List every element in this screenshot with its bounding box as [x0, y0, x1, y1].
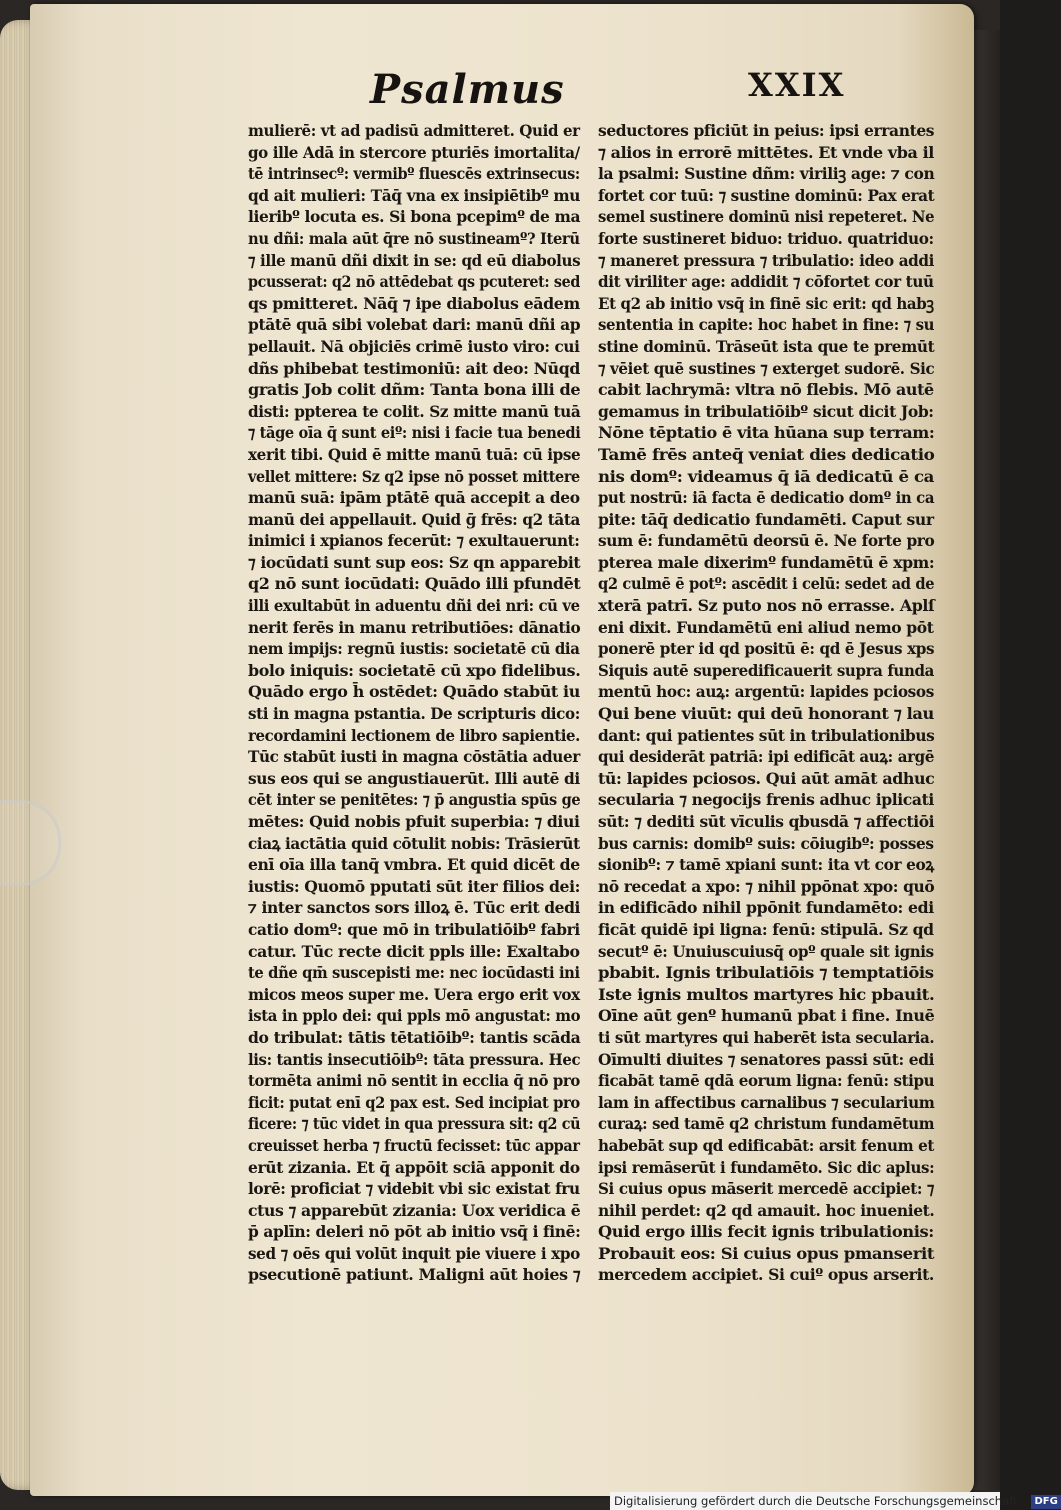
text-line: ti sūt martyres qui haberēt ista secularia.: [598, 1027, 935, 1047]
text-line: ⁊ maneret pressura ⁊ tribulatio: ideo addi: [598, 250, 935, 270]
text-line: manū dei appellauit. Quid ḡ frēs: q2 tāta: [248, 509, 580, 529]
text-line: nerit ferēs in manu retributiōes: dānatio: [248, 617, 581, 637]
text-line: Oīmulti diuites ⁊ senatores passi sūt: edi: [598, 1049, 935, 1069]
text-line: Quādo ergo h̄ ostēdet: Quādo stabūt iu: [248, 682, 580, 702]
text-line: secularia ⁊ negocijs frenis adhuc iplicati: [598, 790, 934, 810]
text-line: qd ait mulieri: Tāq̄ vna ex insipiētibº mu: [248, 185, 581, 205]
text-line: lis: tantis insecutiōibº: tāta pressura. Hec: [248, 1049, 581, 1069]
text-line: disti: ppterea te colit. Sz mitte manū tuā: [248, 401, 581, 421]
text-line: Quid ergo illis fecit ignis tribulationis:: [598, 1222, 934, 1242]
text-line: ficāt quidē ipi ligna: fenū: stipulā. Sz qd: [598, 919, 934, 939]
text-line: ficabāt tamē qdā eorum ligna: fenū: stipu: [598, 1071, 935, 1091]
text-line: Tamē frēs anteq̄ veniat dies dedicatio: [598, 444, 935, 464]
text-line: go ille Adā in stercore pturiēs imortalita/: [248, 142, 580, 162]
text-line: curaꝝ: sed tamē q2 christum fundamētum: [598, 1114, 935, 1134]
text-line: sententia in capite: hoc habet in fine: ⁊ su: [598, 315, 935, 335]
text-line: ⁊ iocūdati sunt sup eos: Sz qn apparebit: [248, 552, 581, 572]
text-line: sionibº: ⁊ tamē xpiani sunt: ita vt cor eoꝝ: [598, 855, 934, 875]
text-line: pellauit. Nā objiciēs crimē iusto viro: cui: [248, 336, 580, 356]
text-line: do tribulat: tātis tētatiōibº: tantis scāda: [248, 1027, 581, 1047]
text-line: tormēta animi nō sentit in ecclia q̄ nō pro: [248, 1071, 580, 1091]
text-line: ficit: putat enī q2 pax est. Sed incipiat pro: [248, 1092, 580, 1112]
text-line: bolo iniquis: societatē cū xpo fidelibus.: [248, 660, 581, 680]
text-line: qs pmitteret. Nāq̄ ⁊ ipe diabolus eādem: [248, 293, 580, 313]
text-line: nihil perdet: q2 qd amauit. hoc inueniet.: [598, 1200, 935, 1220]
text-line: ptātē quā sibi volebat dari: manū dñi ap: [248, 315, 581, 335]
text-line: Siquis autē superedificauerit supra funda: [598, 660, 934, 680]
text-line: Oīne aūt genº humanū pbat i fine. Inuē: [598, 1006, 935, 1026]
text-line: Iste ignis multos martyres hic pbauit.: [598, 984, 935, 1004]
text-line: iustis: Quomō pputati sūt iter filios dei:: [248, 876, 581, 896]
text-line: micos meos super me. Uera ergo erit vox: [248, 984, 580, 1004]
text-line: creuisset herba ⁊ fructū fecisset: tūc appar: [248, 1135, 580, 1155]
text-column-left: [248, 120, 580, 1286]
text-line: recordamini lectionem de libro sapientie.: [248, 725, 580, 745]
text-line: ⁊ tāge oīa q̄ sunt eiº: nisi i facie tua benedi: [248, 423, 581, 443]
text-line: gratis Job colit dñm: Tanta bona illi de: [248, 380, 581, 400]
text-line: ⁊ vēiet quē sustines ⁊ exterget sudorē. Sic: [598, 358, 935, 378]
text-line: nis domº: videamus q̄ iā dedicatū ē ca: [598, 466, 934, 486]
text-line: pite: tāq̄ dedicatio fundamēti. Caput sur: [598, 509, 934, 529]
text-line: ficere: ⁊ tūc videt in qua pressura sit: q2 cū: [248, 1114, 581, 1134]
text-line: ctus ⁊ apparebūt zizania: Uox veridica ē: [248, 1200, 581, 1220]
text-line: nō recedat a xpo: ⁊ nihil ppōnat xpo: quō: [598, 876, 935, 896]
digitization-credit: [610, 1492, 1058, 1510]
text-line: xerit tibi. Quid ē mitte manū tuā: cū ipse: [248, 444, 581, 464]
text-line: stine dominū. Trāseūt ista que te premūt: [598, 336, 935, 356]
text-line: illi exultabūt in aduentu dñi dei nri: cū ve: [248, 596, 580, 616]
text-line: eni dixit. Fundamētū eni aliud nemo pōt: [598, 617, 934, 637]
text-line: ciaꝝ iactātia quid cōtulit nobis: Trāsierūt: [248, 833, 580, 853]
running-head-title: Psalmus: [370, 66, 565, 113]
text-line: catio domº: que mō in tribulatiōibº fabri: [248, 919, 580, 939]
text-line: in edificādo nihil ppōnit fundamēto: edi: [598, 898, 934, 918]
text-line: ⁊ inter sanctos sors illoꝝ ē. Tūc erit dedi: [248, 898, 581, 918]
text-line: seductores pficiūt in peius: ipsi errantes: [598, 121, 935, 140]
text-line: gemamus in tribulatiōibº sicut dicit Job:: [598, 401, 934, 421]
text-line: sti in magna pstantia. De scripturis dico:: [248, 704, 580, 724]
text-column-right: [598, 120, 934, 1286]
text-line: ⁊ alios in errorē mittētes. Et vnde vba il: [598, 142, 934, 162]
text-line: te dñe qm̄ suscepisti me: nec iocūdasti ini: [248, 963, 580, 983]
right-page-edges: [970, 30, 1000, 1490]
text-line: habebāt sup qd edificabāt: arsit fenum et: [598, 1135, 935, 1155]
text-line: put nostrū: iā facta ē dedicatio domº in ca: [598, 488, 935, 508]
text-line: Probauit eos: Si cuius opus pmanserit: [598, 1243, 935, 1263]
text-line: cabit lachrymā: vltra nō flebis. Mō autē: [598, 380, 934, 400]
text-line: mentū hoc: auꝝ: argentū: lapides pciosos: [598, 682, 934, 702]
text-line: psecutionē patiunt. Maligni aūt hoies ⁊: [248, 1265, 581, 1285]
text-line: dant: qui patientes sūt in tribulationibus: [598, 725, 935, 745]
text-line: secutº ē: Unuiuscuiusq̄ opº quale sit ignis: [598, 941, 934, 961]
text-line: mētes: Quid nobis pfuit superbia: ⁊ diui: [248, 812, 580, 831]
running-head-number: XXIX: [748, 66, 846, 104]
text-line: sūt: ⁊ dediti sūt vīculis qbusdā ⁊ affectiōi: [598, 812, 935, 831]
text-line: fortet cor tuū: ⁊ sustine dominū: Pax erat: [598, 185, 935, 205]
text-line: semel sustinere dominū nisi repeteret. Ne: [598, 207, 935, 227]
text-line: lam in affectibus carnalibus ⁊ secularium: [598, 1092, 935, 1112]
text-line: nem impijs: regnū iustis: societatē cū dia: [248, 639, 580, 659]
text-line: p̄ aplīn: deleri nō pōt ab initio vsq̄ i finē:: [248, 1222, 581, 1242]
text-line: Qui bene viuūt: qui deū honorant ⁊ lau: [598, 704, 934, 724]
text-line: tē intrinsecº: vermibº fluescēs extrinsecus:: [248, 164, 580, 184]
text-line: q2 nō sunt iocūdati: Quādo illi pfundēt: [248, 574, 581, 594]
text-line: enī oīa illa tanq̄ vmbra. Et quid dicēt de: [248, 855, 580, 875]
text-line: ponerē pter id qd positū ē: qd ē Jesus xps: [598, 639, 935, 659]
text-line: pterea male dixerimº fundamētū ē xpm:: [598, 552, 935, 572]
text-line: catur. Tūc recte dicit ppls ille: Exaltabo: [248, 941, 580, 961]
text-line: mulierē: vt ad padisū admitteret. Quid er: [248, 121, 580, 140]
text-line: lorē: proficiat ⁊ videbit vbi sic existat fru: [248, 1179, 580, 1199]
text-line: forte sustineret biduo: triduo. quatriduo:: [598, 228, 934, 248]
text-line: la psalmi: Sustine dñm: viriliꝫ age: ⁊ con: [598, 164, 935, 184]
text-line: erūt zizania. Et q̄ appōit sciā apponit do: [248, 1157, 580, 1177]
text-line: sum ē: fundamētū deorsū ē. Ne forte pro: [598, 531, 935, 551]
text-line: Nōne tēptatio ē vita hūana sup terram:: [598, 423, 935, 443]
dfg-logo: DFG: [1031, 1495, 1060, 1509]
text-line: sus eos qui se angustiauerūt. Illi autē di: [248, 768, 580, 788]
text-line: dñs phibebat testimoniū: ait deo: Nūqd: [248, 358, 581, 378]
text-line: manū suā: ipām ptātē quā accepit a deo: [248, 488, 580, 508]
text-line: inimici i xpianos fecerūt: ⁊ exultauerunt:: [248, 531, 580, 551]
text-line: nu dñi: mala aūt q̄re nō sustineamº? Iterū: [248, 228, 580, 248]
text-line: dit viriliter age: addidit ⁊ cōfortet cor tuū: [598, 272, 934, 292]
text-line: pcusserat: q2 nō attēdebat qs pcuteret: sed: [248, 272, 580, 292]
text-line: ista in pplo dei: qui ppls mō angustat: mo: [248, 1006, 581, 1026]
text-line: Tūc stabūt iusti in magna cōstātia aduer: [248, 747, 580, 767]
text-line: ⁊ ille manū dñi dixit in se: qd eū diabolus: [248, 250, 581, 270]
text-line: Et q2 ab initio vsq̄ in finē sic erit: qd habꝫ: [598, 293, 934, 313]
text-line: pbabit. Ignis tribulatiōis ⁊ temptatiōis: [598, 963, 934, 983]
text-line: ipsi remāserūt i fundamēto. Sic dic aplus:: [598, 1157, 935, 1177]
text-line: cēt inter se penitētes: ⁊ p̄ angustia spūs ge: [248, 790, 581, 810]
text-line: sed ⁊ oēs qui volūt inquit pie viuere i xpo: [248, 1243, 580, 1263]
text-line: lieribº locuta es. Si bona pcepimº de ma: [248, 207, 581, 227]
text-line: bus carnis: domibº suis: cōiugibº: posses: [598, 833, 934, 853]
text-line: vellet mittere: Sz q2 ipse nō posset mittere: [248, 466, 580, 486]
text-line: Si cuius opus māserit mercedē accipiet: ⁊: [598, 1179, 935, 1199]
text-line: xterā patrī. Sz puto nos nō errasse. Aplſ: [598, 596, 935, 616]
text-line: q2 culmē ē potº: ascēdit i celū: sedet ad de: [598, 574, 935, 594]
text-line: qui desiderāt patriā: ipi edificāt auꝝ: argē: [598, 747, 935, 767]
text-line: mercedem accipiet. Si cuiº opus arserit.: [598, 1265, 934, 1285]
text-line: tū: lapides pciosos. Qui aūt amāt adhuc: [598, 768, 935, 788]
credit-text: Digitalisierung gefördert durch die Deutsche Forschungsgemeinschaft ·: [614, 1494, 1025, 1508]
